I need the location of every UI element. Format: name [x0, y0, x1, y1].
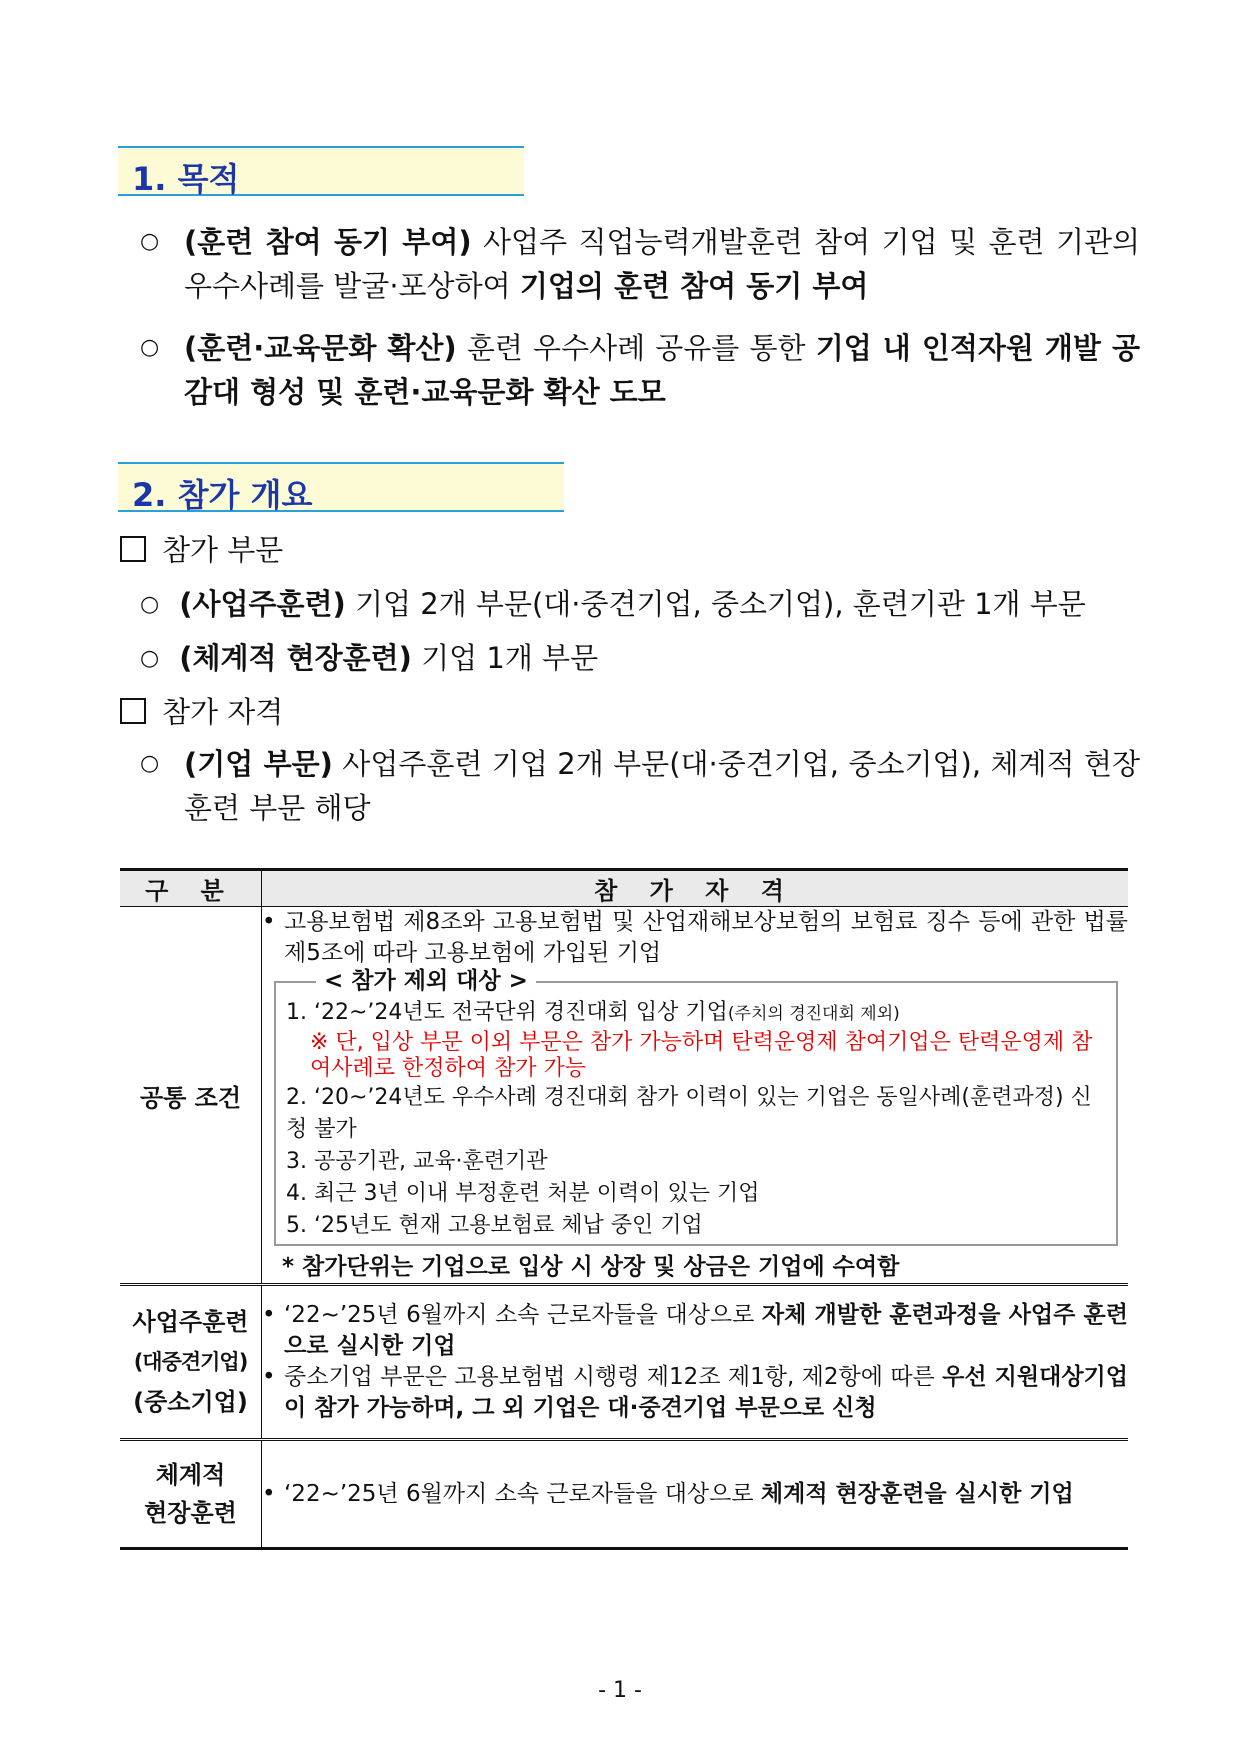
purpose-item-2	[140, 326, 1140, 414]
category-item-2-text: 기업 1개 부문	[411, 641, 599, 675]
exclusion-item-2: 2. ‘20~’24년도 우수사례 경진대회 참가 이력이 있는 기업은 동일사례(훈련과정) 신청 불가	[286, 1085, 1092, 1142]
circle-bullet-icon: ○	[140, 335, 160, 360]
purpose-item-1-bold-end: 기업의 훈련 참여 동기 부여	[519, 269, 869, 303]
exclusion-title: < 참가 제외 대상 >	[316, 966, 536, 997]
header-eligibility: 참 가 자 격	[262, 870, 1129, 907]
common-condition-text: 고용보험법 제8조와 고용보험법 및 산업재해보상보험의 보험료 징수 등에 관한 법률 제5조에 따라 고용보험에 가입된 기업	[284, 909, 1128, 966]
purpose-item-1-bold-lead: (훈련 참여 동기 부여)	[184, 225, 472, 259]
category-item-2-bold: (체계적 현장훈련)	[179, 641, 412, 675]
circle-bullet-icon: ○	[140, 751, 160, 776]
section2-title: 2. 참가 개요	[132, 476, 313, 514]
category-item-1-text: 기업 2개 부문(대·중견기업, 중소기업), 훈련기관 1개 부문	[345, 587, 1086, 621]
participation-footnote: * 참가단위는 기업으로 입상 시 상장 및 상금은 기업에 수여함	[282, 1254, 900, 1280]
category-item-2	[140, 638, 598, 679]
circle-bullet-icon: ○	[140, 592, 160, 617]
exclusion-item-3: 3. 공공기관, 교육·훈련기관	[286, 1149, 548, 1174]
eligibility-item-text: 사업주훈련 기업 2개 부문(대·중견기업, 중소기업), 체계적 현장훈련 부문 해당	[184, 747, 1140, 825]
exclusion-box	[274, 968, 1118, 1246]
section2-heading	[118, 462, 564, 512]
table-row-common	[120, 907, 1128, 1285]
category-item-1	[140, 584, 1086, 625]
circle-bullet-icon: ○	[140, 646, 160, 671]
purpose-item-2-bold-end: 기업 내 인적자원 개발 공감대 형성 및 훈련·교육문화 확산 도모	[184, 331, 1141, 409]
subheading-label: 참가 부문	[162, 533, 284, 567]
table-row-ojt	[120, 1440, 1128, 1549]
list-item: • ‘22~’25년 6월까지 소속 근로자들을 대상으로 체계적 현장훈련을 실시한 기업	[262, 1479, 1128, 1510]
exclusion-item-1-note: ※ 단, 입상 부문 이외 부문은 참가 가능하며 탄력운영제 참여기업은 탄력운영제 참여사례로 한정하여 참가 가능	[310, 1030, 1093, 1081]
row-label-employer-training: 사업주훈련 (대중견기업) (중소기업)	[120, 1285, 262, 1440]
purpose-item-2-text: 훈련 우수사례 공유를 통한	[456, 331, 816, 365]
row-content-ojt	[262, 1440, 1129, 1549]
list-item	[262, 907, 1128, 969]
checkbox-square-icon	[120, 536, 146, 562]
row-label-common: 공통 조건	[120, 907, 262, 1285]
bullet-dot-icon: •	[262, 1480, 276, 1507]
table-header-row	[120, 870, 1128, 907]
circle-bullet-icon: ○	[140, 229, 160, 254]
purpose-item-1-text: 사업주 직업능력개발훈련 참여 기업 및 훈련 기관의 우수사례를 발굴·포상하여	[184, 225, 1140, 303]
subheading-label: 참가 자격	[162, 695, 284, 729]
list-item: • ‘22~’25년 6월까지 소속 근로자들을 대상으로 자체 개발한 훈련과정을 사업주 훈련으로 실시한 기업	[262, 1300, 1128, 1362]
section1-heading	[118, 146, 524, 196]
page-number: - 1 -	[598, 1678, 642, 1703]
checkbox-square-icon	[120, 698, 146, 724]
eligibility-item-bold: (기업 부문)	[184, 747, 333, 781]
list-item: • 중소기업 부문은 고용보험법 시행령 제12조 제1항, 제2항에 따른 우선 지원대상기업이 참가 가능하며, 그 외 기업은 대·중견기업 부문으로 신청	[262, 1362, 1128, 1424]
subheading-eligibility	[120, 692, 283, 732]
eligibility-table	[120, 868, 1128, 1550]
header-category: 구 분	[120, 870, 262, 907]
exclusion-item-5: 5. ‘25년도 현재 고용보험료 체납 중인 기업	[286, 1213, 703, 1238]
exclusion-item-4: 4. 최근 3년 이내 부정훈련 처분 이력이 있는 기업	[286, 1181, 760, 1206]
eligibility-item	[140, 742, 1140, 830]
exclusion-item-1-small: (주치의 경진대회 제외)	[727, 1004, 900, 1024]
row-content-common	[262, 907, 1129, 1285]
exclusion-item-1: 1. ‘22~’24년도 전국단위 경진대회 입상 기업(주치의 경진대회 제외)	[286, 1000, 900, 1025]
purpose-item-1	[140, 220, 1140, 308]
row-content-employer-training	[262, 1285, 1129, 1440]
category-item-1-bold: (사업주훈련)	[179, 587, 346, 621]
bullet-dot-icon: •	[262, 1302, 276, 1328]
subheading-participation-category	[120, 530, 283, 570]
table-row-employer-training	[120, 1285, 1128, 1440]
bullet-dot-icon: •	[262, 909, 276, 935]
section1-title: 1. 목적	[132, 160, 240, 198]
purpose-item-2-bold-lead: (훈련·교육문화 확산)	[184, 331, 457, 365]
row-label-ojt: 체계적 현장훈련	[120, 1440, 262, 1549]
bullet-dot-icon: •	[262, 1364, 276, 1390]
